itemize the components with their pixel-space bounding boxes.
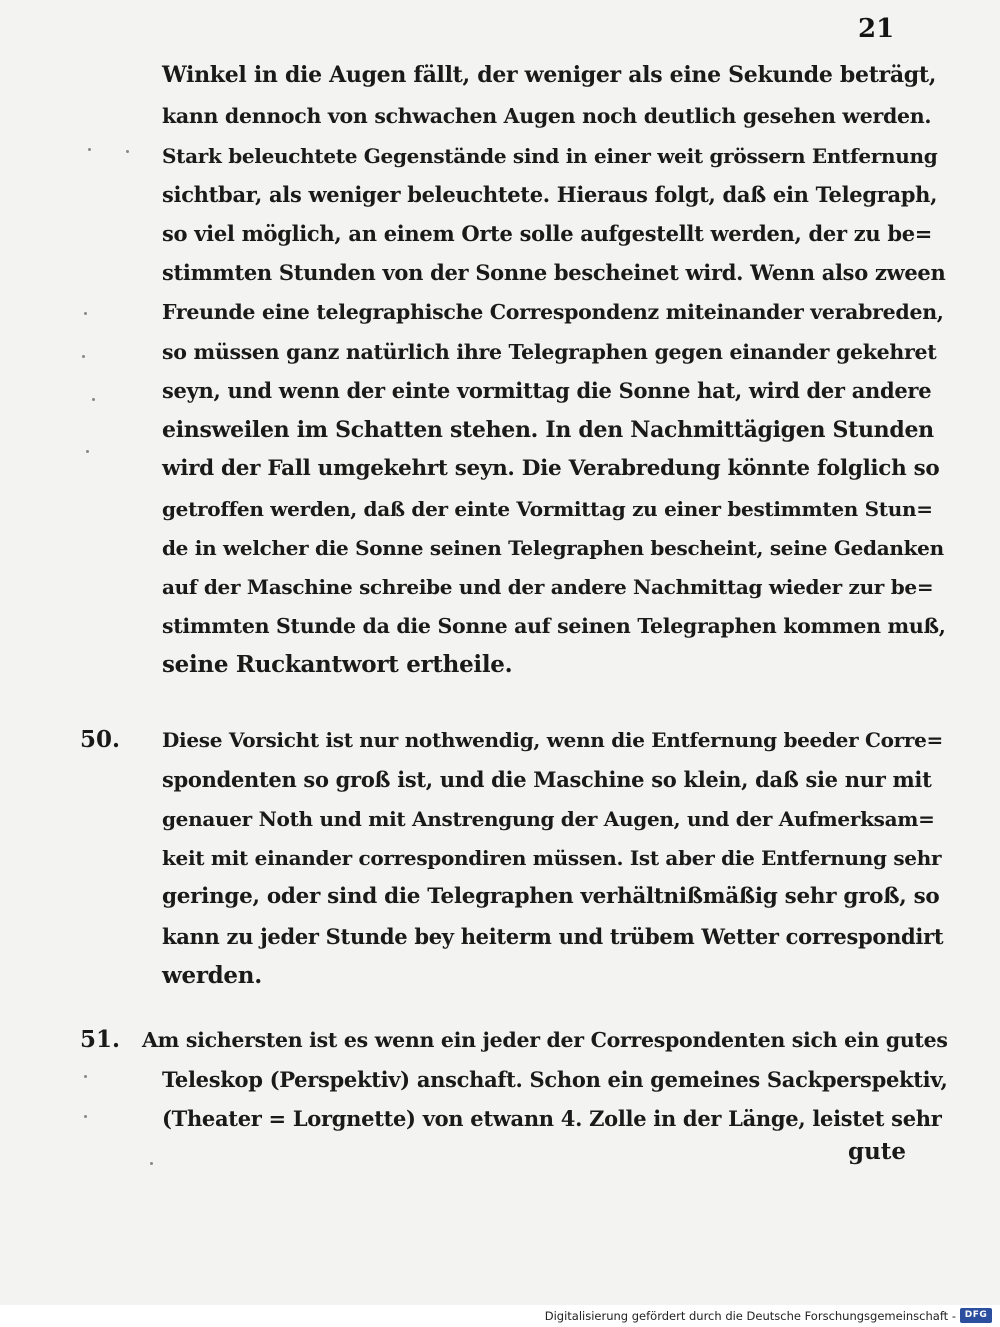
text-line: werden. <box>162 962 262 989</box>
text-line: sichtbar, als weniger beleuchtete. Hieraus folgt, daß ein Telegraph, <box>162 182 938 207</box>
scan-speck <box>84 1115 87 1118</box>
text-line: seine Ruckantwort ertheile. <box>162 651 513 678</box>
text-line: Teleskop (Perspektiv) anschaft. Schon ein gemeines Sackperspektiv, <box>162 1067 948 1092</box>
text-line: kann dennoch von schwachen Augen noch deutlich gesehen werden. <box>162 104 932 128</box>
text-line: so müssen ganz natürlich ihre Telegraphen gegen einander gekehret <box>162 340 937 364</box>
text-line: geringe, oder sind die Telegraphen verhältnißmäßig sehr groß, so <box>162 884 940 909</box>
text-line: Diese Vorsicht ist nur nothwendig, wenn die Entfernung beeder Corre= <box>162 728 943 752</box>
text-line: stimmten Stunde da die Sonne auf seinen Telegraphen kommen muß, <box>162 614 946 638</box>
text-line: keit mit einander correspondiren müssen. Ist aber die Entfernung sehr <box>162 846 942 870</box>
text-line: getroffen werden, daß der einte Vormittag zu einer bestimmten Stun= <box>162 497 933 521</box>
text-line: Winkel in die Augen fällt, der weniger als eine Sekunde beträgt, <box>162 62 937 88</box>
text-line: Freunde eine telegraphische Correspondenz miteinander verabreden, <box>162 300 944 324</box>
paragraph-number: 50. <box>80 726 121 753</box>
scan-speck <box>84 312 87 315</box>
text-line: Am sichersten ist es wenn ein jeder der Correspondenten sich ein gutes <box>142 1028 948 1052</box>
scan-speck <box>126 150 129 153</box>
text-line: seyn, und wenn der einte vormittag die Sonne hat, wird der andere <box>162 378 932 403</box>
dfg-logo: DFG <box>960 1308 992 1323</box>
text-line: stimmten Stunden von der Sonne bescheinet wird. Wenn also zween <box>162 260 946 285</box>
text-line: so viel möglich, an einem Orte solle aufgestellt werden, der zu be= <box>162 221 933 246</box>
scan-speck <box>92 398 95 401</box>
text-line: Stark beleuchtete Gegenstände sind in einer weit grössern Entfernung <box>162 144 938 168</box>
scan-speck <box>88 148 91 151</box>
text-line: spondenten so groß ist, und die Maschine so klein, daß sie nur mit <box>162 767 932 792</box>
text-line: wird der Fall umgekehrt seyn. Die Verabredung könnte folglich so <box>162 456 940 481</box>
scan-speck <box>150 1162 153 1165</box>
catchword: gute <box>848 1138 907 1165</box>
scan-speck <box>84 1075 87 1078</box>
page-number: 21 <box>858 14 895 44</box>
text-line: einsweilen im Schatten stehen. In den Nachmittägigen Stunden <box>162 417 934 443</box>
text-line: de in welcher die Sonne seinen Telegraphen bescheint, seine Gedanken <box>162 536 944 560</box>
paragraph-number: 51. <box>80 1026 121 1053</box>
scan-speck <box>86 450 89 453</box>
text-line: (Theater = Lorgnette) von etwann 4. Zolle in der Länge, leistet sehr <box>162 1106 942 1131</box>
footer-bar <box>0 1305 1000 1327</box>
text-line: auf der Maschine schreibe und der andere Nachmittag wieder zur be= <box>162 575 934 599</box>
text-line: genauer Noth und mit Anstrengung der Augen, und der Aufmerksam= <box>162 807 935 831</box>
footer-credit: Digitalisierung gefördert durch die Deutsche Forschungsgemeinschaft - <box>544 1309 956 1323</box>
text-line: kann zu jeder Stunde bey heiterm und trübem Wetter correspondirt <box>162 924 944 949</box>
scan-speck <box>82 355 85 358</box>
